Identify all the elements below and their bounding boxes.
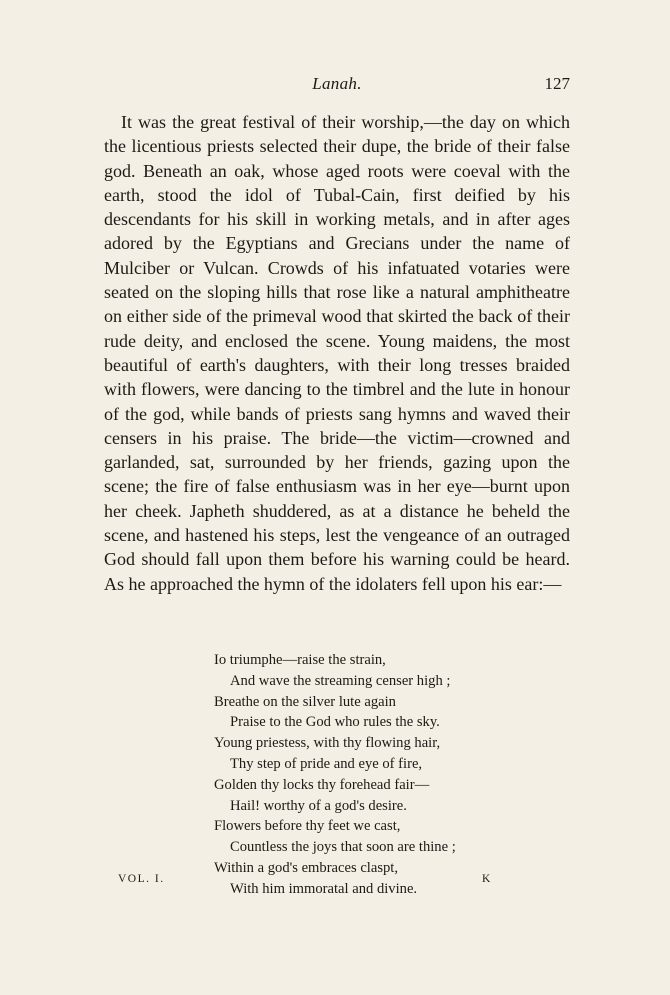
signature-mark: K (482, 873, 491, 885)
verse-line: Countless the joys that soon are thine ; (230, 839, 456, 856)
verse-line: Flowers before thy feet we cast, (214, 818, 401, 835)
verse-line: Thy step of pride and eye of fire, (230, 755, 423, 772)
verse-line: Breathe on the silver lute again (214, 693, 396, 710)
verse-line: Golden thy locks thy forehead fair— (214, 776, 430, 793)
running-title: Lanah. (312, 74, 362, 93)
verse-line: Young priestess, with thy flowing hair, (214, 735, 441, 752)
verse-line: With him immoratal and divine. (230, 880, 418, 897)
verse-line: Within a god's embraces claspt, (214, 859, 399, 876)
body-paragraph: It was the great festival of their worship,—the day on which the licentious priests selected their dupe, the bride of their false god. Beneath an oak, whose aged roots were coeval with the earth, stood the idol of Tubal-Cain, first deified by his descendants for his skill in working metals, and in after ages adored by the Egyptians and Grecians under the name of Mulciber or Vulcan. Crowds of his infatuated votaries were seated on the sloping hills that rose like a natural amphitheatre on either side of the primeval wood that skirted the back of their rude deity, and enclosed the scene. Young maidens, the most beautiful of earth's daughters, with their long tresses braided with flowers, were dancing to the timbrel and the lute in honour of the god, while bands of priests sang hymns and waved their censers in his praise. The bride—the victim—crowned and garlanded, sat, surrounded by her friends, gazing upon the scene; the fire of false enthusiasm was in her eye—burnt upon her cheek. Japheth shuddered, as at a distance he beheld the scene, and hastened his steps, lest the vengeance of an outraged God should fall upon them before his warning could be heard. As he approached the hymn of the idolaters fell upon his ear:— (104, 112, 570, 594)
verse-line: Hail! worthy of a god's desire. (230, 797, 407, 814)
page-header (104, 74, 570, 98)
verse-line: Praise to the God who rules the sky. (230, 714, 440, 731)
page-number: 127 (544, 74, 570, 93)
verse-line: And wave the streaming censer high ; (230, 672, 451, 689)
verse-line: Io triumphe—raise the strain, (214, 652, 386, 668)
hymn-verse (214, 650, 514, 900)
volume-signature: VOL. I. (118, 873, 165, 885)
